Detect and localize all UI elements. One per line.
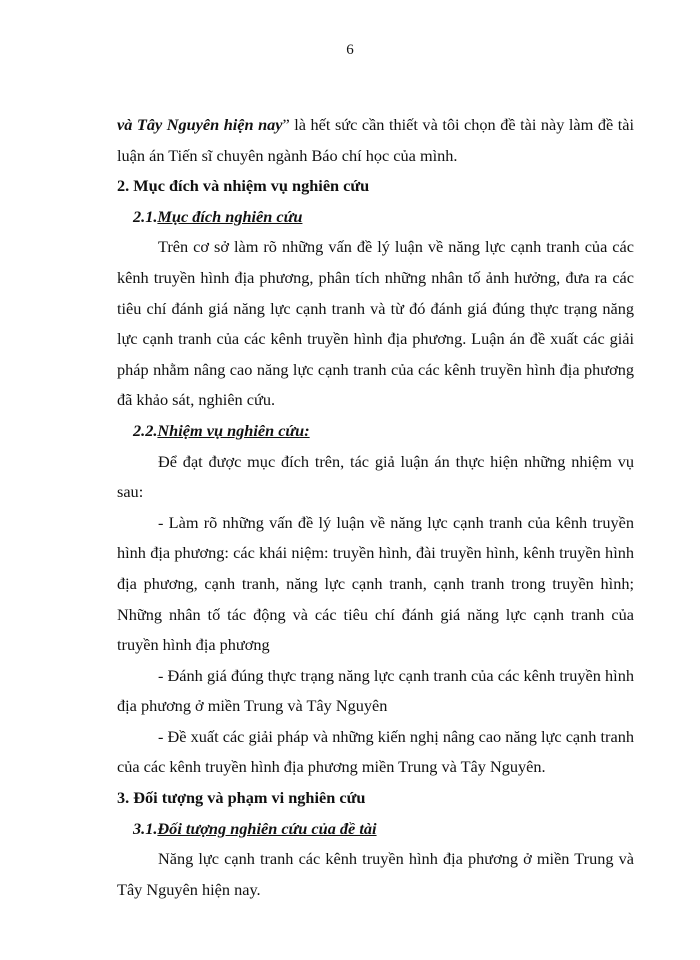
intro-emphasis: và Tây Nguyên hiện nay	[117, 115, 283, 134]
section-2-2-intro: Để đạt được mục đích trên, tác giả luận án thực hiện những nhiệm vụ sau:	[117, 451, 634, 502]
section-3-1-number: 3.1.	[133, 818, 158, 838]
section-3-1-paragraph: Năng lực cạnh tranh các kênh truyền hình địa phương ở miền Trung và Tây Nguyên hiện nay.	[117, 849, 634, 899]
intro-paragraph	[117, 110, 634, 171]
section-3-1-heading	[117, 814, 634, 845]
section-2-1-heading	[117, 202, 634, 233]
section-2-1-number: 2.1.	[133, 206, 158, 226]
section-2-2-number: 2.2.	[133, 420, 158, 440]
section-2-1-paragraph: Trên cơ sở làm rõ những vấn đề lý luận về năng lực cạnh tranh của các kênh truyền hình địa phương, phân tích những nhân tố ảnh hưởng, đưa ra các tiêu chí đánh giá năng lực cạnh tranh và từ đó đánh giá đúng thực trạng năng lực cạnh tranh của các kênh truyền hình địa phương. Luận án đề xuất các giải pháp nhằm nâng cao năng lực cạnh tranh của các kênh truyền hình địa phương đã khảo sát, nghiên cứu.	[117, 237, 634, 410]
page-number: 6	[346, 42, 354, 58]
section-3-1-title: Đối tượng nghiên cứu của đề tài	[157, 818, 377, 838]
section-2-2-title: Nhiệm vụ nghiên cứu:	[157, 420, 310, 440]
intro-text: ” là hết sức cần thiết và tôi chọn đề tài này làm đề tài luận án Tiến sĩ chuyên ngành Báo chí học của mình.	[117, 115, 634, 165]
document-body	[117, 110, 634, 905]
section-3-heading: 3. Đối tượng và phạm vi nghiên cứu	[117, 788, 366, 808]
task-item: - Đề xuất các giải pháp và những kiến nghị nâng cao năng lực cạnh tranh của các kênh truyền hình địa phương miền Trung và Tây Nguyên.	[117, 726, 634, 777]
task-item: - Đánh giá đúng thực trạng năng lực cạnh tranh của các kênh truyền hình địa phương ở miền Trung và Tây Nguyên	[117, 665, 634, 716]
task-item: - Làm rõ những vấn đề lý luận về năng lực cạnh tranh của kênh truyền hình địa phương: các khái niệm: truyền hình, đài truyền hình, kênh truyền hình địa phương, cạnh tranh, năng lực cạnh tranh, cạnh tranh trong truyền hình; Những nhân tố tác động và các tiêu chí đánh giá năng lực cạnh tranh của truyền hình địa phương	[117, 512, 634, 655]
section-2-heading: 2. Mục đích và nhiệm vụ nghiên cứu	[117, 176, 370, 196]
section-2-1-title: Mục đích nghiên cứu	[157, 206, 303, 226]
section-2-2-heading	[117, 416, 634, 447]
